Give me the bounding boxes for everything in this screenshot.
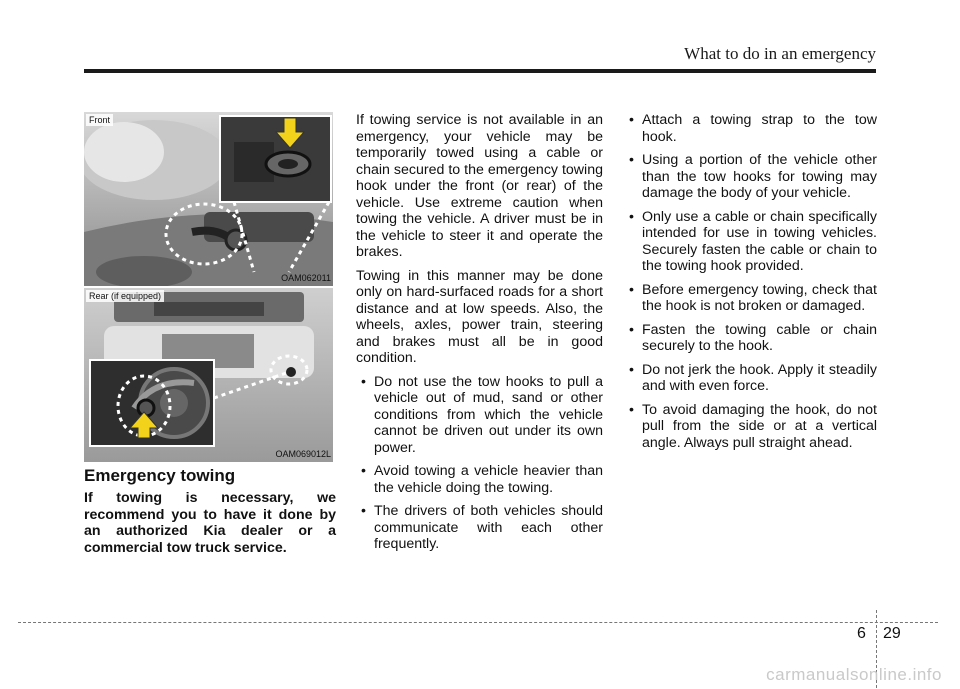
middle-column <box>356 112 603 560</box>
right-column <box>624 112 877 458</box>
middle-bullet: • The drivers of both vehicles should communicate with each other frequently. <box>356 503 603 553</box>
right-bullet: • Fasten the towing cable or chain securely to the hook. <box>624 322 877 355</box>
figure-rear-code: OAM069012L <box>275 449 331 459</box>
figure-front <box>84 112 333 286</box>
middle-paragraph: If towing service is not available in an emergency, your vehicle may be temporarily towed using a cable or chain secured to the emergency towing hook under the front (or rear) of the vehicle. Use extreme caution when towing the vehicle. A driver must be in the vehicle to steer it and operate the brakes. <box>356 112 603 260</box>
right-bullet: • Only use a cable or chain specifically intended for use in towing vehicles. Securely fasten the cable or chain to the towing hook provided. <box>624 209 877 275</box>
footer-rule <box>18 622 938 623</box>
figure-rear <box>84 288 333 462</box>
figure-front-code: OAM062011 <box>281 273 331 283</box>
figure-front-label: Front <box>86 114 113 126</box>
middle-bullet: • Do not use the tow hooks to pull a vehicle out of mud, sand or other conditions from which the vehicle cannot be driven out under its own power. <box>356 374 603 457</box>
header-title: What to do in an emergency <box>684 44 876 63</box>
watermark: carmanualsonline.info <box>766 665 942 684</box>
right-bullet: • Using a portion of the vehicle other than the tow hooks for towing may damage the body of your vehicle. <box>624 152 877 202</box>
right-bullet-list <box>624 112 877 451</box>
page-chapter: 6 <box>857 625 866 642</box>
header-rule <box>84 69 876 73</box>
section-heading: Emergency towing <box>84 466 236 485</box>
right-bullet: • Do not jerk the hook. Apply it steadily and with even force. <box>624 362 877 395</box>
middle-bullet-list <box>356 374 603 553</box>
page-number: 29 <box>883 625 901 642</box>
figure-rear-label: Rear (if equipped) <box>86 290 164 302</box>
rear-tow-hook-illustration <box>84 288 333 462</box>
right-bullet: • Before emergency towing, check that the hook is not broken or damaged. <box>624 282 877 315</box>
middle-paragraph: Towing in this manner may be done only on hard-surfaced roads for a short distance and at low speeds. Also, the wheels, axles, power train, steering and brakes must all be in good condition. <box>356 267 603 366</box>
right-bullet: • Attach a towing strap to the tow hook. <box>624 112 877 145</box>
section-intro: If towing is necessary, we recommend you to have it done by an authorized Kia dealer or a commercial tow truck service. <box>84 490 336 556</box>
right-bullet: • To avoid damaging the hook, do not pull from the side or at a vertical angle. Always pull straight ahead. <box>624 402 877 452</box>
middle-bullet: • Avoid towing a vehicle heavier than the vehicle doing the towing. <box>356 463 603 496</box>
front-tow-hook-illustration <box>84 112 333 286</box>
